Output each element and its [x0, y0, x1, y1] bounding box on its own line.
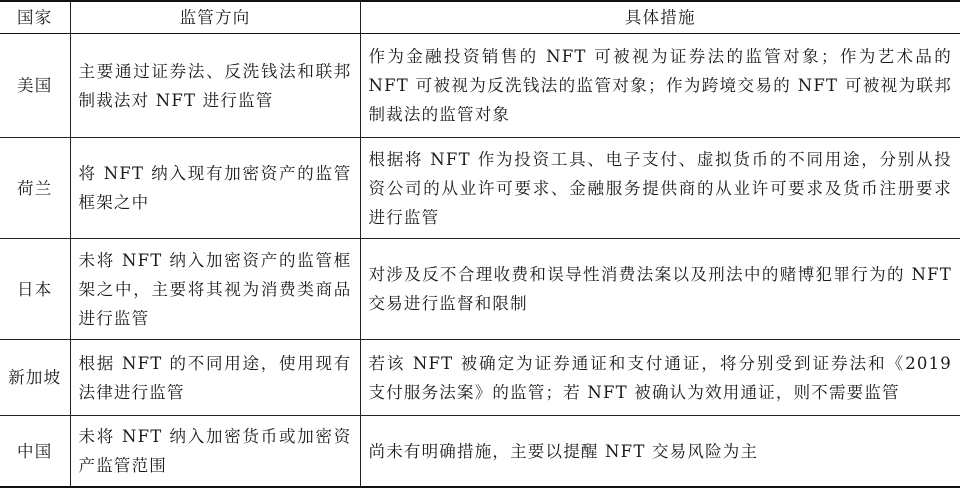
direction-cell: 未将 NFT 纳入加密货币或加密资产监管范围: [70, 416, 360, 488]
table-row: [0, 34, 960, 138]
country-cell: 美国: [0, 34, 70, 138]
country-cell: 荷兰: [0, 138, 70, 239]
direction-cell: 主要通过证券法、反洗钱法和联邦制裁法对 NFT 进行监管: [70, 34, 360, 138]
direction-cell: 将 NFT 纳入现有加密资产的监管框架之中: [70, 138, 360, 239]
country-cell: 中国: [0, 416, 70, 488]
direction-cell: 未将 NFT 纳入加密资产的监管框架之中，主要将其视为消费类商品进行监管: [70, 239, 360, 340]
measures-cell: 根据将 NFT 作为投资工具、电子支付、虚拟货币的不同用途，分别从投资公司的从业许可要求、金融服务提供商的从业许可要求及货币注册要求进行监管: [360, 138, 960, 239]
table-row: [0, 340, 960, 416]
measures-cell: 尚未有明确措施，主要以提醒 NFT 交易风险为主: [360, 416, 960, 488]
table-body: [0, 34, 960, 488]
measures-cell: 对涉及反不合理收费和误导性消费法案以及刑法中的赌博犯罪行为的 NFT 交易进行监督和限制: [360, 239, 960, 340]
table-row: [0, 239, 960, 340]
header-row: [0, 1, 960, 34]
header-country: 国家: [0, 1, 70, 34]
table-row: [0, 138, 960, 239]
table-row: [0, 416, 960, 488]
table-header: [0, 1, 960, 34]
measures-cell: 若该 NFT 被确定为证券通证和支付通证，将分别受到证券法和《2019 支付服务法案》的监管；若 NFT 被确认为效用通证，则不需要监管: [360, 340, 960, 416]
measures-cell: 作为金融投资销售的 NFT 可被视为证券法的监管对象；作为艺术品的 NFT 可被视为反洗钱法的监管对象；作为跨境交易的 NFT 可被视为联邦制裁法的监管对象: [360, 34, 960, 138]
country-cell: 新加坡: [0, 340, 70, 416]
direction-cell: 根据 NFT 的不同用途，使用现有法律进行监管: [70, 340, 360, 416]
header-measures: 具体措施: [360, 1, 960, 34]
country-cell: 日本: [0, 239, 70, 340]
header-direction: 监管方向: [70, 1, 360, 34]
